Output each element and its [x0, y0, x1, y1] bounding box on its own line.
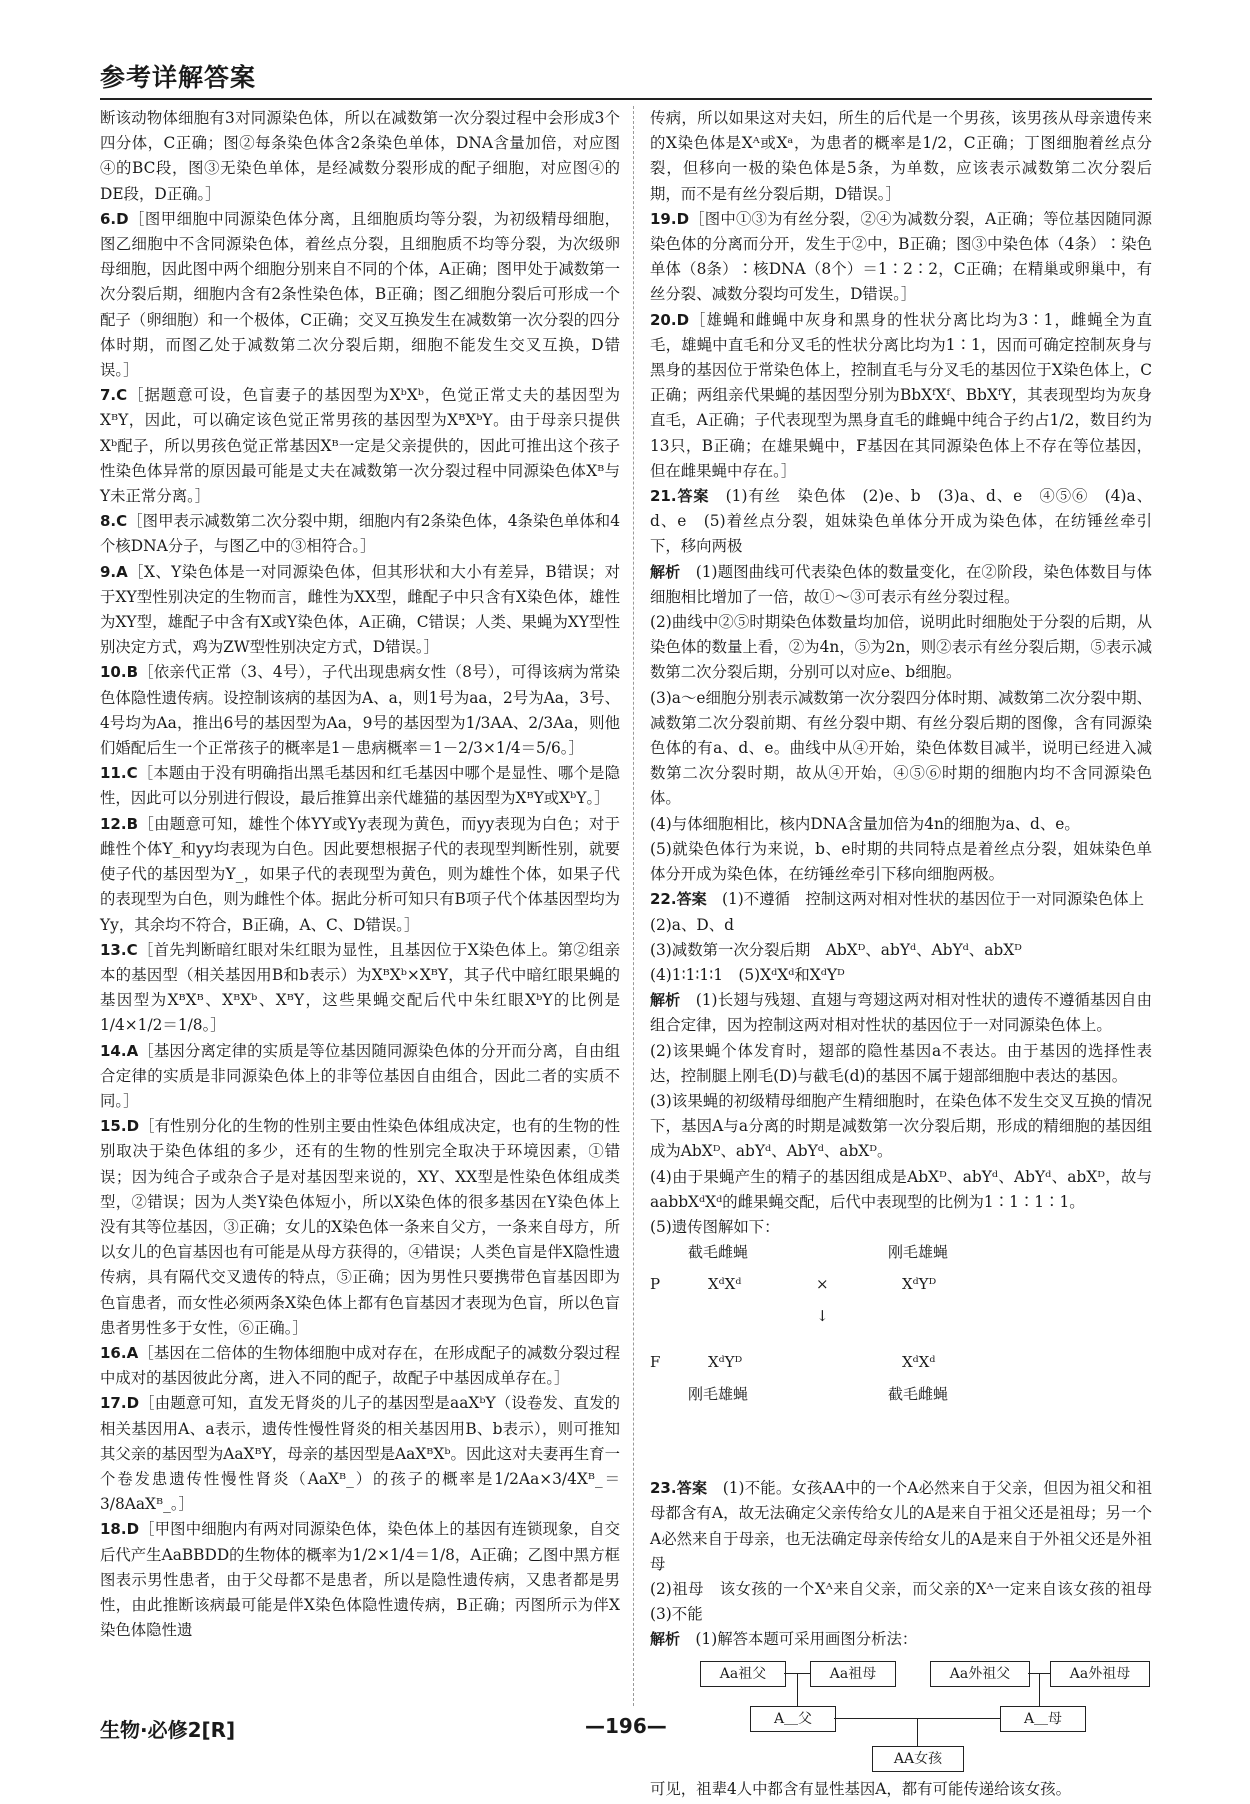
pedigree-line	[1039, 1674, 1040, 1706]
answer-item-16: 16.A［基因在二倍体的生物体细胞中成对存在，在形成配子的减数分裂过程中成对的基因彼此分离，进入不同的配子，故配子中基因成单存在。］	[100, 1343, 620, 1388]
left-column	[100, 106, 620, 1643]
genetic-cross-diagram	[650, 1240, 1152, 1476]
cross-label: 刚毛雄蝇	[888, 1243, 949, 1262]
answer-item: 断该动物体细胞有3对同源染色体，所以在减数第一次分裂过程中会形成3个四分体，C正确；图②每条染色体含2条染色单体，DNA含量加倍，对应图④的BC段，图③无染色单体，是经减数分裂形成的配子细胞，对应图④的DE段，D正确。］	[100, 109, 620, 203]
header-rule	[100, 98, 1152, 100]
analysis-line: (3)a～e细胞分别表示减数第一次分裂四分体时期、减数第二次分裂中期、减数第二次分裂前期、有丝分裂中期、有丝分裂后期的图像，含有同源染色体的有a、d、e。曲线中从④开始，染色体数目减半，说明已经进入减数第二次分裂时期，故从④开始，④⑤⑥时期的细胞内均不含同源染色体。	[650, 688, 1152, 808]
footer-book-title: 生物·必修2[R]	[100, 1718, 236, 1742]
pedigree-line	[797, 1674, 798, 1706]
answer-line: (2)a、D、d	[650, 915, 734, 934]
analysis-line: (4)由于果蝇产生的精子的基因组成是AbXᴰ、abYᵈ、AbYᵈ、abXᴰ，故与aabbXᵈXᵈ的雌果蝇交配，后代中表现型的比例为1∶1∶1∶1。	[650, 1167, 1152, 1211]
cross-label: 刚毛雄蝇	[688, 1385, 749, 1404]
cross-label: 截毛雌蝇	[688, 1243, 749, 1262]
answer-item-23: 23.答案 (1)不能。女孩AA中的一个A必然来自于父亲，但因为祖父和祖母都含有A，故无法确定父亲传给女儿的A是来自于祖父还是祖母；另一个A必然来自于母亲，也无法确定母亲传给女儿的A是来自于外祖父还是外祖母	[650, 1479, 1152, 1573]
answer-item-14: 14.A［基因分离定律的实质是等位基因随同源染色体的分开而分离，自由组合定律的实质是非同源染色体上的非等位基因自由组合，因此二者的实质不同。］	[100, 1041, 620, 1110]
conclusion-line: 可见，祖辈4人中都含有显性基因A，都有可能传递给该女孩。	[650, 1779, 1072, 1798]
answer-item-20: 20.D［雄蝇和雌蝇中灰身和黑身的性状分离比均为3∶1，雌蝇全为直毛，雄蝇中直毛和分叉毛的性状分离比均为1∶1，因而可确定控制灰身与黑身的基因位于常染色体上，控制直毛与分叉毛的基因位于X染色体上，C正确；两组亲代果蝇的基因型分别为BbXᶠXᶠ、BbXᶠY，其表现型均为灰身直毛，A正确；子代表现型为黑身直毛的雌蝇中纯合子约占1/2，数目约为13只，B正确；在雄果蝇中，F基因在其同源染色体上不存在等位基因，但在雌果蝇中存在。］	[650, 310, 1152, 480]
answer-line: (4)1∶1∶1∶1 (5)XᵈXᵈ和XᵈYᴰ	[650, 965, 845, 984]
right-column	[650, 106, 1168, 1802]
answer-item-12: 12.B［由题意可知，雄性个体YY或Yy表现为黄色，而yy表现为白色；对于雌性个体Y_和yy均表现为白色。因此要想根据子代的表现型判断性别，就要使子代的基因型为Y_，如果子代的表现型为黄色，则为雄性个体，如果子代的表现型为白色，则为雌性个体。据此分析可知只有B项子代个体基因型均为Yy，其余均不符合，B正确，A、C、D错误。］	[100, 814, 620, 934]
pedigree-box-mother: A＿母	[1000, 1706, 1086, 1732]
analysis-line: (4)与体细胞相比，核内DNA含量加倍为4n的细胞为a、d、e。	[650, 814, 1080, 833]
column-divider	[633, 106, 635, 1706]
analysis-23: 解析 (1)解答本题可采用画图分析法：	[650, 1630, 918, 1649]
cross-genotype: XᵈXᵈ	[902, 1353, 936, 1372]
cross-label: 截毛雌蝇	[888, 1385, 949, 1404]
answer-item-9: 9.A［X、Y染色体是一对同源染色体，但其形状和大小有差异，B错误；对于XY型性别决定的生物而言，雌性为XX型，雌配子中只含有X染色体，雄性为XY型，雄配子中含有X或Y染色体，A正确，C错误；人类、果蝇为XY型性别决定方式，鸡为ZW型性别决定方式，D错误。］	[100, 562, 620, 657]
pedigree-box-father: A＿父	[750, 1706, 836, 1732]
arrow-down-icon: ↓	[816, 1307, 829, 1326]
answer-item-7: 7.C［据题意可设，色盲妻子的基因型为XᵇXᵇ，色觉正常丈夫的基因型为XᴮY，因此，可以确定该色觉正常男孩的基因型为XᴮXᵇY。由于母亲只提供Xᵇ配子，所以男孩色觉正常基因Xᴮ一定是父亲提供的，因此可推出这个孩子性染色体异常的原因最可能是丈夫在减数第一次分裂过程中同源染色体Xᴮ与Y未正常分离。］	[100, 386, 620, 506]
answer-item-13: 13.C［首先判断暗红眼对朱红眼为显性，且基因位于X染色体上。第②组亲本的基因型（相关基因用B和b表示）为XᴮXᵇ×XᴮY，其子代中暗红眼果蝇的基因型为XᴮXᴮ、XᴮXᵇ、XᴮY，这些果蝇交配后代中朱红眼XᵇY的比例是1/4×1/2＝1/8。］	[100, 940, 620, 1035]
analysis-22: 解析 (1)长翅与残翅、直翅与弯翅这两对相对性状的遗传不遵循基因自由组合定律，因为控制这两对相对性状的基因位于一对同源染色体上。	[650, 991, 1152, 1035]
pedigree-box-maternal-grandfather: Aa外祖父	[930, 1661, 1030, 1687]
pedigree-diagram	[650, 1657, 1152, 1777]
pedigree-box-grandmother: Aa祖母	[810, 1661, 896, 1687]
analysis-line: (2)该果蝇个体发育时，翅部的隐性基因a不表达。由于基因的选择性表达，控制腿上刚毛(D)与截毛(d)的基因不属于翅部细胞中表达的基因。	[650, 1041, 1152, 1085]
pedigree-box-girl: AA女孩	[872, 1746, 964, 1772]
answer-item-21: 21.答案 (1)有丝 染色体 (2)e、b (3)a、d、e ④⑤⑥ (4)a、d、e (5)着丝点分裂，姐妹染色单体分开成为染色体，在纺锤丝牵引下，移向两极	[650, 487, 1152, 556]
answer-item-8: 8.C［图甲表示减数第二次分裂中期，细胞内有2条染色体，4条染色单体和4个核DNA分子，与图乙中的③相符合。］	[100, 512, 620, 556]
analysis-21: 解析 (1)题图曲线可代表染色体的数量变化，在②阶段，染色体数目与体细胞相比增加了一倍，故①～③可表示有丝分裂过程。	[650, 562, 1152, 606]
answer-line: (3)减数第一次分裂后期 AbXᴰ、abYᵈ、AbYᵈ、abXᴰ	[650, 940, 1022, 959]
analysis-line: (5)遗传图解如下：	[650, 1217, 780, 1236]
cross-genotype: XᵈXᵈ	[708, 1275, 742, 1294]
analysis-line: (2)曲线中②⑤时期染色体数量均加倍，说明此时细胞处于分裂的后期，从染色体的数量上看，②为4n，⑤为2n，则②表示有丝分裂后期，⑤表示减数第二次分裂后期，分别可以对应e、b细胞。	[650, 613, 1152, 682]
cross-times-symbol: ×	[816, 1275, 829, 1294]
pedigree-box-maternal-grandmother: Aa外祖母	[1050, 1661, 1150, 1687]
pedigree-line	[917, 1718, 918, 1746]
answer-item-22: 22.答案 (1)不遵循 控制这两对相对性状的基因位于一对同源染色体上	[650, 890, 1144, 909]
cross-genotype: XᵈYᴰ	[902, 1275, 937, 1294]
page-header-title: 参考详解答案	[100, 63, 257, 92]
answer-item-6: 6.D［图甲细胞中同源染色体分离，且细胞质均等分裂，为初级精母细胞，图乙细胞中不含同源染色体，着丝点分裂，且细胞质不均等分裂，为次级卵母细胞，因此图中两个细胞分别来自不同的个体，A正确；图甲处于减数第一次分裂后期，细胞内含有2条性染色体，B正确；图乙细胞分裂后可形成一个配子（卵细胞）和一个极体，C正确；交叉互换发生在减数第一次分裂的四分体时期，而图乙处于减数第二次分裂后期，细胞不能发生交叉互换，D错误。］	[100, 209, 620, 380]
analysis-line: (5)就染色体行为来说，b、e时期的共同特点是着丝点分裂，姐妹染色单体分开成为染色体，在纺锤丝牵引下移向细胞两极。	[650, 839, 1152, 884]
cross-generation-label: F	[650, 1353, 661, 1372]
answer-line: (2)祖母 该女孩的一个Xᴬ来自父亲，而父亲的Xᴬ一定来自该女孩的祖母 (3)不能	[650, 1579, 1168, 1624]
answer-item-15: 15.D［有性别分化的生物的性别主要由性染色体组成决定，也有的生物的性别取决于染色体组的多少，还有的生物的性别完全取决于环境因素，①错误；因为纯合子或杂合子是对基因型来说的，XY、XX型是性染色体组成类型，②错误；因为人类Y染色体短小，所以X染色体的很多基因在Y染色体上没有其等位基因，③正确；女儿的X染色体一条来自父方，一条来自母方，所以女儿的色盲基因也有可能是从母方获得的，④错误；人类色盲是伴X隐性遗传病，具有隔代交叉遗传的特点，⑤正确；因为男性只要携带色盲基因即为色盲患者，而女性必须两条X染色体上都有色盲基因才表现为色盲，所以色盲患者男性多于女性，⑥正确。］	[100, 1117, 620, 1337]
cross-genotype: XᵈYᴰ	[708, 1353, 743, 1372]
answer-item: 传病，所以如果这对夫妇，所生的后代是一个男孩，该男孩从母亲遗传来的X染色体是Xᴬ或Xᵃ，为患者的概率是1/2，C正确；丁图细胞着丝点分裂，但移向一极的染色体是5条，为单数，应该表示减数第二次分裂后期，而不是有丝分裂后期，D错误。］	[650, 109, 1152, 203]
cross-generation-label: P	[650, 1275, 661, 1294]
analysis-line: (3)该果蝇的初级精母细胞产生精细胞时，在染色体不发生交叉互换的情况下，基因A与a分离的时期是减数第一次分裂后期，形成的精细胞的基因组成为AbXᴰ、abYᵈ、AbYᵈ、abXᴰ。	[650, 1091, 1152, 1161]
answer-item-11: 11.C［本题由于没有明确指出黑毛基因和红毛基因中哪个是显性、哪个是隐性，因此可以分别进行假设，最后推算出亲代雄猫的基因型为XᴮY或XᵇY。］	[100, 764, 620, 808]
answer-item-18: 18.D［甲图中细胞内有两对同源染色体，染色体上的基因有连锁现象，自交后代产生AaBBDD的生物体的概率为1/2×1/4＝1/8，A正确；乙图中黑方框图表示男性患者，由于父母都不是患者，所以是隐性遗传病，又患者都是男性，由此推断该病最可能是伴X染色体隐性遗传病，B正确；丙图所示为伴X染色体隐性遗	[100, 1520, 620, 1640]
page-number: —196—	[585, 1714, 667, 1738]
answer-item-10: 10.B［依亲代正常（3、4号），子代出现患病女性（8号），可得该病为常染色体隐性遗传病。设控制该病的基因为A、a，则1号为aa，2号为Aa，3号、4号均为Aa，推出6号的基因型为Aa，9号的基因型为1/3AA、2/3Aa，则他们婚配后生一个正常孩子的概率是1－患病概率＝1－2/3×1/4＝5/6。］	[100, 663, 620, 758]
pedigree-box-grandfather: Aa祖父	[700, 1661, 786, 1687]
answer-item-17: 17.D［由题意可知，直发无肾炎的儿子的基因型是aaXᵇY（设卷发、直发的相关基因用A、a表示，遗传性慢性肾炎的相关基因用B、b表示），则可推知其父亲的基因型为AaXᴮY，母亲的基因型是AaXᴮXᵇ。因此这对夫妻再生育一个卷发患遗传性慢性肾炎（AaXᴮ_）的孩子的概率是1/2Aa×3/4Xᴮ_＝3/8AaXᴮ_。］	[100, 1394, 620, 1514]
answer-item-19: 19.D［图中①③为有丝分裂，②④为减数分裂，A正确；等位基因随同源染色体的分离而分开，发生于②中，B正确；图③中染色体（4条）∶染色单体（8条）∶核DNA（8个）＝1∶2∶2，C正确；在精巢或卵巢中，有丝分裂、减数分裂均可发生，D错误。］	[650, 209, 1152, 304]
